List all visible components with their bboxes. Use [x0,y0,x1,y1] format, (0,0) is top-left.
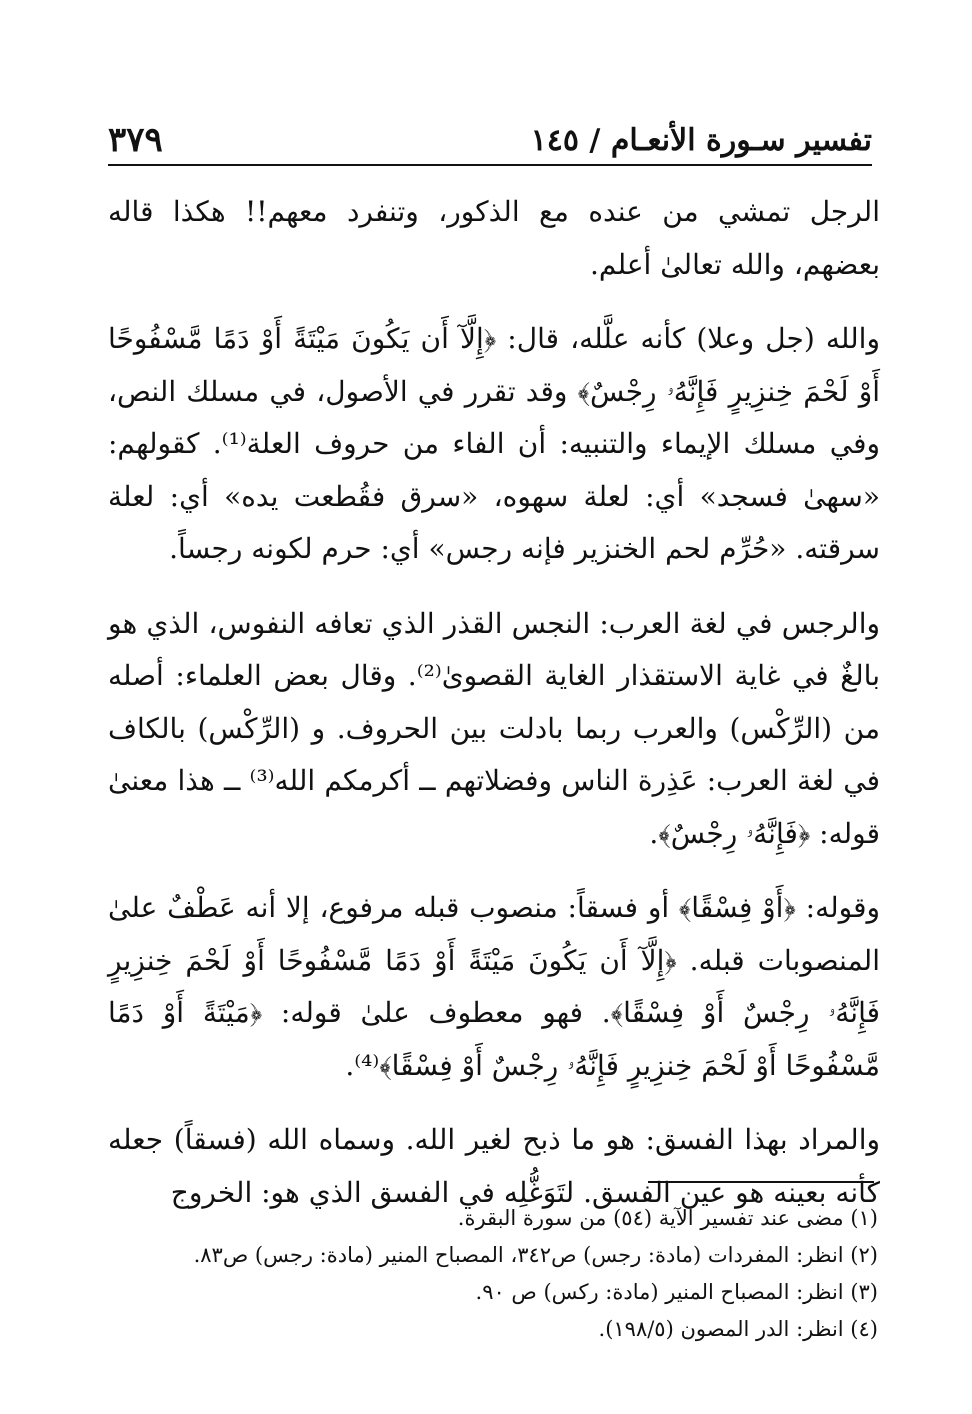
running-header [108,112,872,166]
page-body [108,186,880,1241]
footnote-4: (٤) انظر: الدر المصون (١٩٨/٥). [598,1317,878,1341]
footnote-1: (١) مضى عند تفسير الآية (٥٤) من سورة البقرة. [457,1206,878,1230]
footnote-3: (٣) انظر: المصباح المنير (مادة: ركس) ص ٩٠. [475,1280,878,1304]
paragraph-5: والمراد بهذا الفسق: هو ما ذبح لغير الله. وسماه الله (فسقاً) جعله كأنه بعينه هو عين الفسق. لتَوَغُّلِه في الفسق الذي هو: الخروج [108,1123,880,1209]
footnotes [108,1200,878,1348]
footnote-2: (٢) انظر: المفردات (مادة: رجس) ص٣٤٢، المصباح المنير (مادة: رجس) ص٨٣. [193,1243,878,1267]
footnote-separator [648,1181,874,1183]
page-number: ٣٧٩ [108,120,163,160]
paragraph-3: والرجس في لغة العرب: النجس القذر الذي تعافه النفوس، الذي هو بالغٌ في غاية الاستقذار الغاية القصوىٰ⁽²⁾. وقال بعض العلماء: أصله من (الرِّكْس) والعرب ربما بادلت بين الحروف. و (الرِّكْس) بالكاف في لغة العرب: عَذِرة الناس وفضلاتهم ــ أكرمكم الله⁽³⁾ ــ هذا معنىٰ قوله: ﴿فَإِنَّهُۥ رِجْسٌ﴾. [108,606,880,850]
chapter-title: تفسير سـورة الأنعـام / ١٤٥ [530,123,872,158]
paragraph-1: الرجل تمشي من عنده مع الذكور، وتنفرد معهم!! هكذا قاله بعضهم، والله تعالىٰ أعلم. [108,195,880,281]
paragraph-2: والله (جل وعلا) كأنه علَّله، قال: ﴿إِلَّآ أَن يَكُونَ مَيْتَةً أَوْ دَمًا مَّسْفُوحًا أَوْ لَحْمَ خِنزِيرٍ فَإِنَّهُۥ رِجْسٌ﴾ وقد تقرر في الأصول، في مسلك النص، وفي مسلك الإيماء والتنبيه: أن الفاء من حروف العلة⁽¹⁾. كقولهم: «سهىٰ فسجد» أي: لعلة سهوه، «سرق فقُطعت يده» أي: لعلة سرقته. «حُرِّم لحم الخنزير فإنه رجس» أي: حرم لكونه رجساً. [108,322,880,565]
paragraph-4: وقوله: ﴿أَوْ فِسْقًا﴾ أو فسقاً: منصوب قبله مرفوع، إلا أنه عَطْفٌ علىٰ المنصوبات قبله. ﴿إِلَّآ أَن يَكُونَ مَيْتَةً أَوْ دَمًا مَّسْفُوحًا أَوْ لَحْمَ خِنزِيرٍ فَإِنَّهُۥ رِجْسٌ أَوْ فِسْقًا﴾. فهو معطوف علىٰ قوله: ﴿مَيْتَةً أَوْ دَمًا مَّسْفُوحًا أَوْ لَحْمَ خِنزِيرٍ فَإِنَّهُۥ رِجْسٌ أَوْ فِسْقًا﴾⁽⁴⁾. [108,891,880,1082]
